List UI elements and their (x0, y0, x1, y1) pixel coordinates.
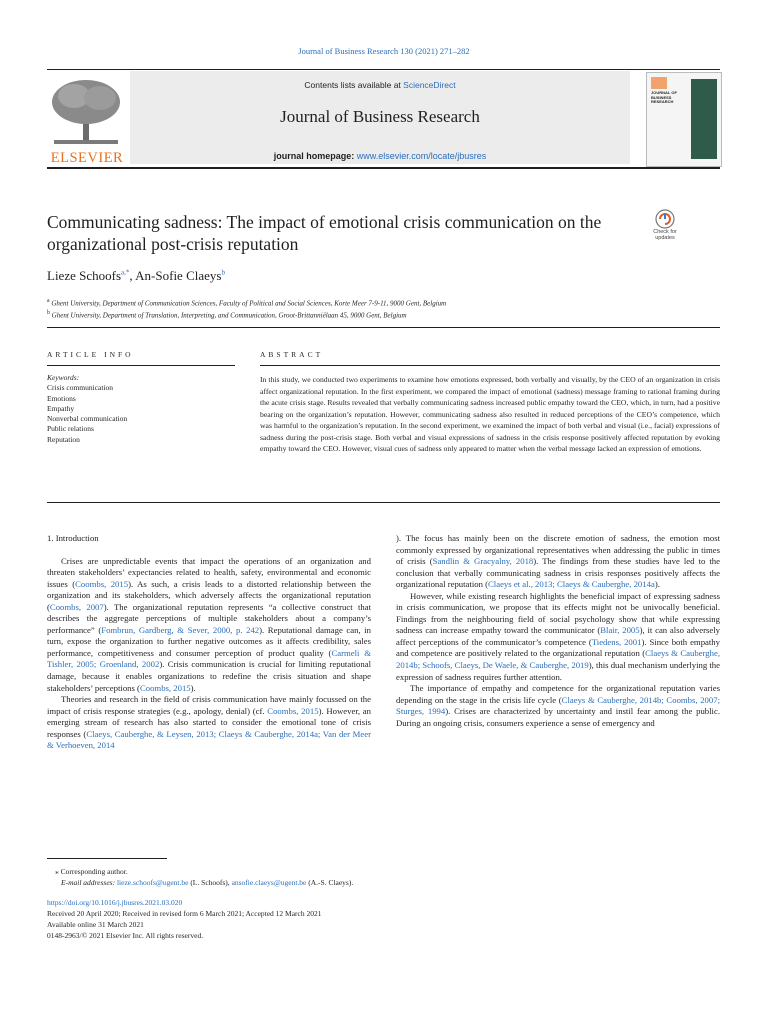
sciencedirect-link[interactable]: ScienceDirect (403, 80, 456, 90)
citation-link[interactable]: Coombs, 2015 (139, 682, 191, 693)
affiliation-b (47, 308, 446, 320)
footnotes (47, 866, 353, 888)
cover-title: JOURNAL OF BUSINESS RESEARCH (651, 90, 677, 105)
journal-cover-thumbnail[interactable] (646, 72, 722, 167)
keyword: Public relations (47, 424, 94, 434)
email-owner: (A.-S. Claeys). (306, 878, 354, 887)
received-dates: Received 20 April 2020; Received in revised form 6 March 2021; Accepted 12 March 2021 (47, 909, 322, 918)
contents-prefix: Contents lists available at (304, 80, 404, 90)
check-for-updates-badge[interactable] (647, 208, 683, 242)
elsevier-wordmark[interactable]: ELSEVIER (50, 150, 124, 166)
citation-link[interactable]: Claeys & Cauberghe, 2014b; Schoofs, Claeys, De Waele, & Cauberghe, 2019 (396, 648, 720, 671)
homepage-prefix: journal homepage: (273, 151, 357, 161)
citation-link[interactable]: Claeys, Cauberghe, & Leysen, 2013; Claeys & Cauberghe, 2014a; Van der Meer & Verhoeven, 2014 (47, 728, 372, 751)
keyword: Nonverbal communication (47, 414, 128, 424)
email-owner: (L. Schoofs), (188, 878, 232, 887)
citation-link[interactable]: Coombs, 2015 (267, 705, 319, 716)
journal-homepage-line (130, 151, 630, 161)
citation-link[interactable]: Coombs, 2007 (49, 601, 104, 612)
keywords-block (47, 373, 127, 445)
author-affiliation-mark[interactable]: b (221, 268, 225, 277)
paragraph-continued: ). The focus has mainly been on the discrete emotion of sadness, the emotion most commonly expressed by organizational representatives when addressing the public in times of crisis (Sandlin & Gracyalny, 2018). The findings from these studies have led to the conclusion that verbally communicating sadness in crisis responses positively affects the organizational reputation (Claeys et al., 2013; Claeys & Cauberghe, 2014a). (396, 533, 721, 590)
doi-link[interactable]: https://doi.org/10.1016/j.jbusres.2021.03.020 (47, 898, 183, 907)
keyword: Emotions (47, 393, 76, 403)
email-label: E-mail addresses: (61, 878, 117, 887)
affiliation-text: Ghent University, Department of Communication Sciences, Faculty of Political and Social Sciences, Korte Meer 7-9-11, 9000 Gent, Belgium (51, 299, 447, 308)
paragraph: The importance of empathy and competence for the organizational reputation varies depending on the stage in the crisis life cycle (Claeys & Cauberghe, 2014b; Coombs, 2007; Sturges, 1994). Crises are characterized by uncertainty and instil fear among the public. During an ongoing crisis, consumers experience a sense of emergency and (396, 683, 721, 728)
paragraph: Theories and research in the field of crisis communication have mainly focussed on the impact of crisis response strategies (e.g., apology, denial) (cf. Coombs, 2015). However, an emerging stream of research has also started to consider the emotional tone of crisis responses (Claeys, Cauberghe, & Leysen, 2013; Claeys & Cauberghe, 2014a; Van der Meer & Verhoeven, 2014 (47, 694, 372, 751)
corresponding-author-note: ⁎ Corresponding author. (55, 867, 128, 876)
publication-info (47, 897, 322, 941)
copyright: 0148-2963/© 2021 Elsevier Inc. All rights reserved. (47, 931, 204, 940)
body-column-left (47, 533, 371, 752)
paragraph: However, while existing research highlights the beneficial impact of expressing sadness in crisis communication, we propose that its effects might not be univocally beneficial. Findings from the neighbouring field of social psychology show that while expressing sadness can increase empathy toward the communicator (Blair, 2005), it can also adversely affect perceptions of the communicator’s competence (Tiedens, 2001). Since both empathy and competence are positively related to the organizational reputation (Claeys & Cauberghe, 2014b; Schoofs, Claeys, De Waele, & Cauberghe, 2019), this dual mechanism underlying the expression of sadness requires further attention. (396, 590, 720, 682)
cover-publisher-logo (651, 77, 667, 89)
citation-link[interactable]: Carmeli & Tishler, 2005; Groenland, 2002 (47, 647, 372, 670)
article-title: Communicating sadness: The impact of emotional crisis communication on the organizational post-crisis reputation (47, 212, 602, 254)
keyword: Reputation (47, 434, 80, 444)
affiliation-text: Ghent University, Department of Translation, Interpreting, and Communication, Groot-Brittanniëlaan 45, 9000 Gent, Belgium (51, 311, 407, 320)
affiliation-a (47, 296, 446, 308)
abstract-heading: ABSTRACT (260, 350, 324, 359)
keyword: Crisis communication (47, 383, 114, 393)
section-title: 1. Introduction (47, 533, 99, 543)
author-line: Lieze Schoofs$^{a,*}$, An-Sofie Claeys$^b$ (47, 268, 225, 283)
email-link[interactable]: ansofie.claeys@ugent.be (231, 878, 307, 887)
keywords-label: Keywords: (47, 373, 80, 382)
keyword: Empathy (47, 403, 75, 413)
article-info-heading: ARTICLE INFO (47, 350, 134, 359)
affiliation-mark: b (47, 310, 50, 317)
citation-link[interactable]: Blair, 2005 (600, 625, 640, 636)
footnote-rule (47, 858, 167, 859)
citation-link[interactable]: Coombs, 2015 (75, 578, 129, 589)
email-line (47, 877, 353, 888)
citation-link[interactable]: Fombrun, Gardberg, & Sever, 2000, p. 242 (101, 624, 260, 635)
abstract-text: In this study, we conducted two experiments to examine how emotions expressed, both verbally and visually, by the CEO of an organization in crisis affect organizational reputation. In the first experiment, we compared the impact of emotional (sadness) message framing to rational framing during the acute crisis stage. Results revealed that verbally communicating sadness increased public empathy toward the CEO, which, in turn, had a positive bearing on the organization’s reputation. However, communicating sadness also resulted in reduced perceptions of the CEO’s competence, which was harmful to the organization’s reputation. In the second experiment, we examined the impact of both verbal and visual (i.e., facial) expressions of sadness during the post-crisis stage. Both verbal and visual expressions of sadness in the crisis response positively affected reputation by evoking empathy toward the CEO. However, visual cues of sadness only appeared to matter when the verbal message lacked an expression of emotions. (260, 375, 720, 453)
abstract-bottom-rule (47, 502, 720, 503)
header-bottom-rule (47, 167, 720, 169)
journal-title: Journal of Business Research (280, 107, 480, 126)
homepage-link[interactable]: www.elsevier.com/locate/jbusres (356, 151, 487, 161)
author-name[interactable]: An-Sofie Claeys (135, 268, 222, 283)
article-info-rule (47, 365, 235, 366)
affiliation-mark: a (47, 298, 50, 304)
check-updates-label: Check for updates (653, 229, 677, 241)
email-link[interactable]: lieze.schoofs@ugent.be (116, 878, 189, 887)
contents-line (130, 80, 630, 90)
author-name[interactable]: Lieze Schoofs (47, 268, 122, 283)
paragraph: Crises are unpredictable events that impact the operations of an organization and threaten stakeholders’ expectancies related to health, safety, environmental and economic issues (Coombs, 2015). As such, a crisis leads to a distorted relationship between the organization and its stakeholders, which adversely affects the organizational reputation (Coombs, 2007). The organizational reputation represents “a collective construct that describes the aggregate perceptions of multiple stakeholders about a company’s performance” (Fombrun, Gardberg, & Sever, 2000, p. 242). Reputational damage can, in turn, expose the organization to further negative outcomes as it affects credibility, sales performance, competitiveness and consumer perception of product quality (Carmeli & Tishler, 2005; Groenland, 2002). Crisis communication is crucial for limiting reputational damage, because it enables organizations to redefine the crisis situation and shape stakeholders’ perceptions (Coombs, 2015). (47, 555, 372, 693)
affiliations (47, 296, 446, 321)
top-rule (47, 69, 720, 70)
available-online: Available online 31 March 2021 (47, 920, 144, 929)
citation-link[interactable]: Claeys et al., 2013; Claeys & Cauberghe, 2014a (488, 579, 655, 590)
abstract-rule (260, 365, 720, 366)
author-affiliation-mark[interactable]: a,* (121, 268, 130, 277)
journal-citation[interactable]: Journal of Business Research 130 (2021) 271–282 (298, 46, 470, 56)
affiliations-rule (47, 327, 720, 328)
citation-link[interactable]: Tiedens, 2001 (591, 636, 642, 647)
citation-link[interactable]: Claeys & Cauberghe, 2014b; Coombs, 2007; Sturges, 1994 (396, 694, 721, 717)
body-column-right (396, 533, 720, 729)
citation-link[interactable]: Sandlin & Gracyalny, 2018 (432, 556, 534, 567)
cover-image-strip (691, 79, 717, 159)
